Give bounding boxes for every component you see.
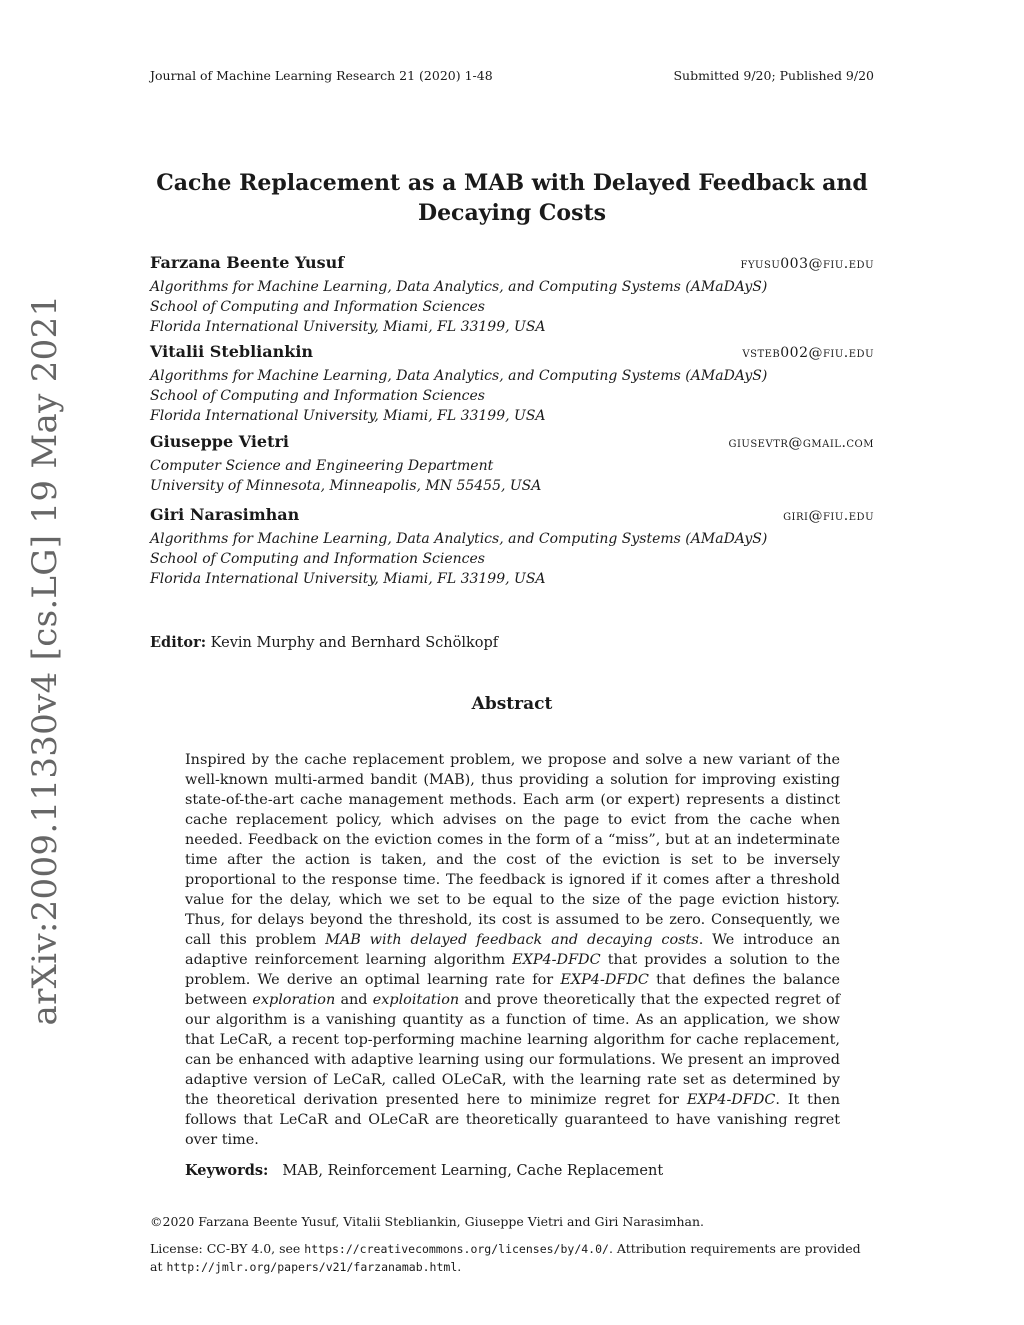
affiliation-line: Algorithms for Machine Learning, Data Analytics, and Computing Systems (AMaDAyS) [150, 531, 768, 547]
editor-label: Editor: [150, 634, 207, 651]
abstract-heading: Abstract [471, 694, 553, 714]
paper-title [150, 168, 874, 228]
title-line-1: Cache Replacement as a MAB with Delayed Feedback and [156, 170, 868, 196]
author-name: Vitalii Stebliankin [150, 342, 314, 361]
editor-line [150, 634, 498, 651]
affiliation-line: School of Computing and Information Sciences [150, 388, 485, 404]
affiliation-line: Computer Science and Engineering Department [150, 458, 494, 474]
author-block [150, 505, 874, 589]
keywords-label: Keywords: [185, 1162, 269, 1179]
attribution-link[interactable]: http://jmlr.org/papers/v21/farzanamab.html [166, 1260, 458, 1274]
title-line-2: Decaying Costs [417, 200, 607, 226]
author-block [150, 342, 874, 426]
author-email[interactable]: giri@fiu.edu [783, 508, 874, 524]
copyright-notice: ©2020 Farzana Beente Yusuf, Vitalii Stebliankin, Giuseppe Vietri and Giri Narasimhan. [150, 1214, 704, 1229]
submission-dates: Submitted 9/20; Published 9/20 [673, 68, 874, 83]
keywords-line [185, 1162, 663, 1179]
affiliation-line: School of Computing and Information Sciences [150, 299, 485, 315]
author-email[interactable]: fyusu003@fiu.edu [740, 256, 874, 272]
license-link[interactable]: https://creativecommons.org/licenses/by/4.0/ [304, 1242, 609, 1256]
abstract-text: Inspired by the cache replacement problem, we propose and solve a new variant of the well-known multi-armed bandit (MAB), thus providing a solution for improving existing state-of-the-art cache management methods. Each arm (or expert) represents a distinct cache replacement policy, which advises on the page to evict from the cache when needed. Feedback on the eviction comes in the form of a “miss”, but at an indeterminate time after the action is taken, and the cost of the eviction is set to be inversely proportional to the response time. The feedback is ignored if it comes after a threshold value for the delay, which we set to be equal to the size of the page eviction history. Thus, for delays beyond the threshold, its cost is assumed to be zero. Consequently, we call this problem MAB with delayed feedback and decaying costs. We introduce an adaptive reinforcement learning algorithm EXP4-DFDC that provides a solution to the problem. We derive an optimal learning rate for EXP4-DFDC that defines the balance between exploration and exploitation and prove theoretically that the expected regret of our algorithm is a vanishing quantity as a function of time. As an application, we show that LeCaR, a recent top-performing machine learning algorithm for cache replacement, can be enhanced with adaptive learning using our formulations. We present an improved adaptive version of LeCaR, called OLeCaR, with the learning rate set as determined by the theoretical derivation presented here to minimize regret for EXP4-DFDC. It then follows that LeCaR and OLeCaR are theoretically guaranteed to have vanishing regret over time. [185, 752, 841, 1148]
affiliation-line: Florida International University, Miami, FL 33199, USA [150, 319, 546, 335]
author-email[interactable]: vsteb002@fiu.edu [742, 345, 874, 361]
author-block [150, 432, 874, 496]
author-name: Giri Narasimhan [150, 505, 300, 524]
author-name: Giuseppe Vietri [150, 432, 289, 451]
author-block [150, 253, 874, 337]
arxiv-identifier: arXiv:2009.11330v4 [cs.LG] 19 May 2021 [25, 294, 65, 1026]
affiliation-line: Florida International University, Miami, FL 33199, USA [150, 408, 546, 424]
affiliation-line: Florida International University, Miami, FL 33199, USA [150, 571, 546, 587]
editor-names: Kevin Murphy and Bernhard Schölkopf [210, 635, 499, 651]
affiliation-line: Algorithms for Machine Learning, Data Analytics, and Computing Systems (AMaDAyS) [150, 279, 768, 295]
keywords-list: MAB, Reinforcement Learning, Cache Replacement [282, 1163, 664, 1179]
author-email[interactable]: giusevtr@gmail.com [728, 435, 874, 451]
affiliation-line: School of Computing and Information Sciences [150, 551, 485, 567]
affiliation-line: Algorithms for Machine Learning, Data Analytics, and Computing Systems (AMaDAyS) [150, 368, 768, 384]
affiliation-line: University of Minnesota, Minneapolis, MN 55455, USA [150, 478, 542, 494]
license-notice: License: CC-BY 4.0, see https://creativecommons.org/licenses/by/4.0/. Attribution requirements are provided at http://jmlr.org/papers/v21/farzanamab.html. [150, 1241, 861, 1274]
journal-header: Journal of Machine Learning Research 21 (2020) 1-48 [150, 68, 493, 83]
author-name: Farzana Beente Yusuf [150, 253, 345, 272]
